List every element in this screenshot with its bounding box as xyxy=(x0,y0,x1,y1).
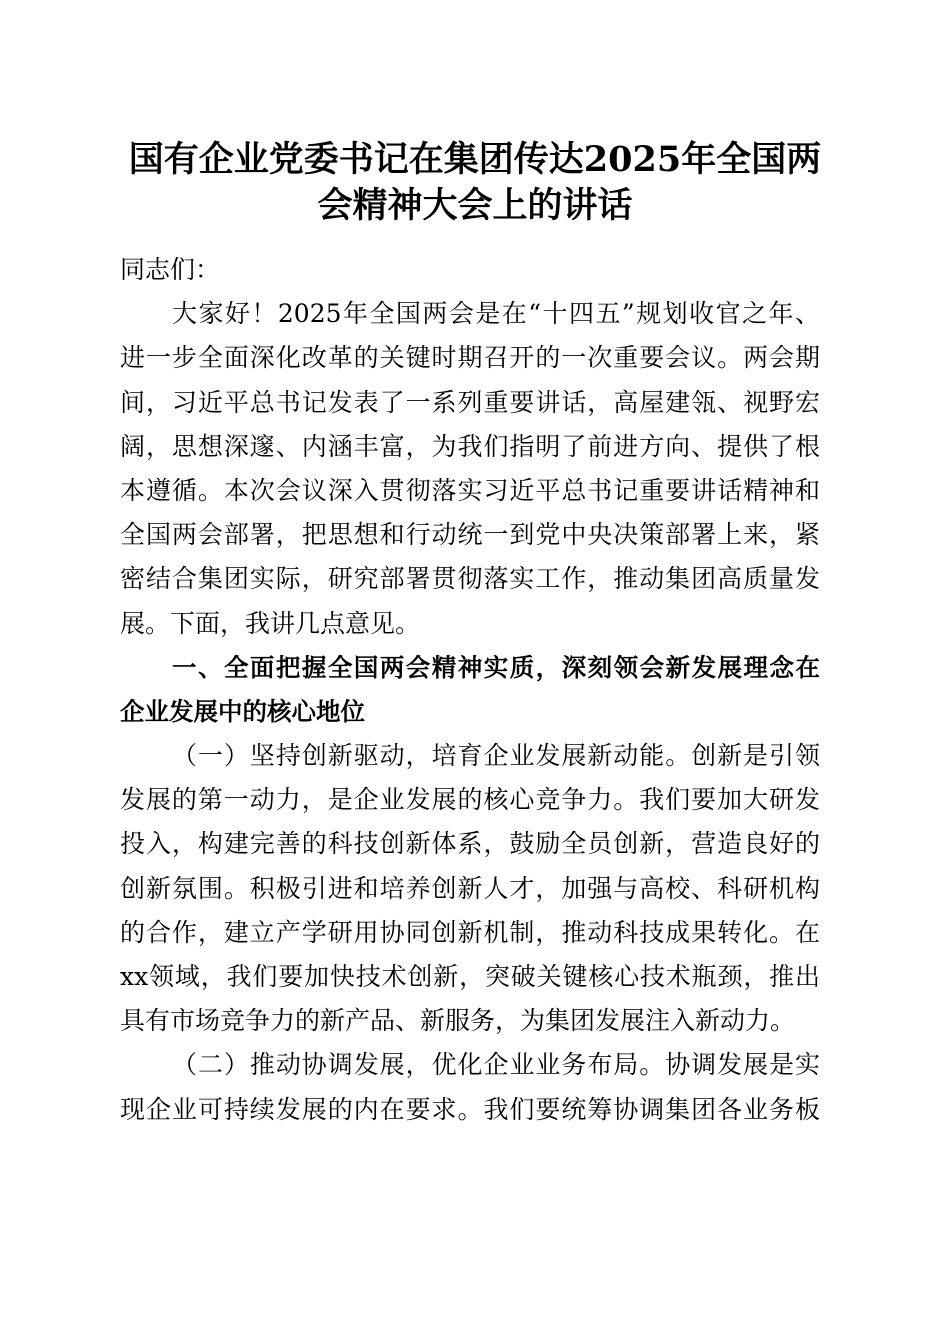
document-body xyxy=(120,248,820,1132)
text-line: 大家好！2025年全国两会是在“十四五”规划收官之年、 xyxy=(172,299,820,329)
title-line: 国有企业党委书记在集团传达2025年全国两 xyxy=(128,139,822,180)
text-line: 进一步全面深化改革的关键时期召开的一次重要会议。两会期 xyxy=(120,343,820,373)
text-line: 间，习近平总书记发表了一系列重要讲话，高屋建瓴、视野宏 xyxy=(120,387,820,417)
title-line: 会精神大会上的讲话 xyxy=(317,185,633,226)
text-line: xx领域，我们要加快技术创新，突破关键核心技术瓶颈，推出 xyxy=(120,962,820,991)
text-line: 具有市场竞争力的新产品、新服务，为集团发展注入新动力。 xyxy=(120,1006,796,1036)
text-line: 展。下面，我讲几点意见。 xyxy=(120,608,421,638)
text-line: 现企业可持续发展的内在要求。我们要统筹协调集团各业务板 xyxy=(120,1094,820,1124)
text-line: 的合作，建立产学研用协同创新机制，推动科技成果转化。在 xyxy=(120,917,820,947)
heading-line: 一、全面把握全国两会精神实质，深刻领会新发展理念在 xyxy=(172,652,820,682)
text-line: （二）推动协调发展，优化企业业务布局。协调发展是实 xyxy=(172,1050,820,1080)
text-line: 发展的第一动力，是企业发展的核心竞争力。我们要加大研发 xyxy=(120,785,820,815)
text-line: 密结合集团实际，研究部署贯彻落实工作，推动集团高质量发 xyxy=(120,564,820,594)
text-line: 投入，构建完善的科技创新体系，鼓励全员创新，营造良好的 xyxy=(120,829,820,859)
document-title xyxy=(100,138,850,230)
heading-line: 企业发展中的核心地位 xyxy=(120,696,365,726)
text-line: （一）坚持创新驱动，培育企业发展新动能。创新是引领 xyxy=(172,741,820,771)
section-heading xyxy=(120,646,820,734)
text-line: 阔，思想深邃、内涵丰富，为我们指明了前进方向、提供了根 xyxy=(120,431,820,461)
subsection-paragraph xyxy=(120,1043,820,1131)
intro-paragraph xyxy=(120,292,820,646)
salutation: 同志们： xyxy=(120,255,221,284)
text-line: 本遵循。本次会议深入贯彻落实习近平总书记重要讲话精神和 xyxy=(120,475,820,505)
text-line: 创新氛围。积极引进和培养创新人才，加强与高校、科研机构 xyxy=(120,873,820,903)
text-line: 全国两会部署，把思想和行动统一到党中央决策部署上来，紧 xyxy=(120,520,820,550)
subsection-paragraph xyxy=(120,734,820,1043)
